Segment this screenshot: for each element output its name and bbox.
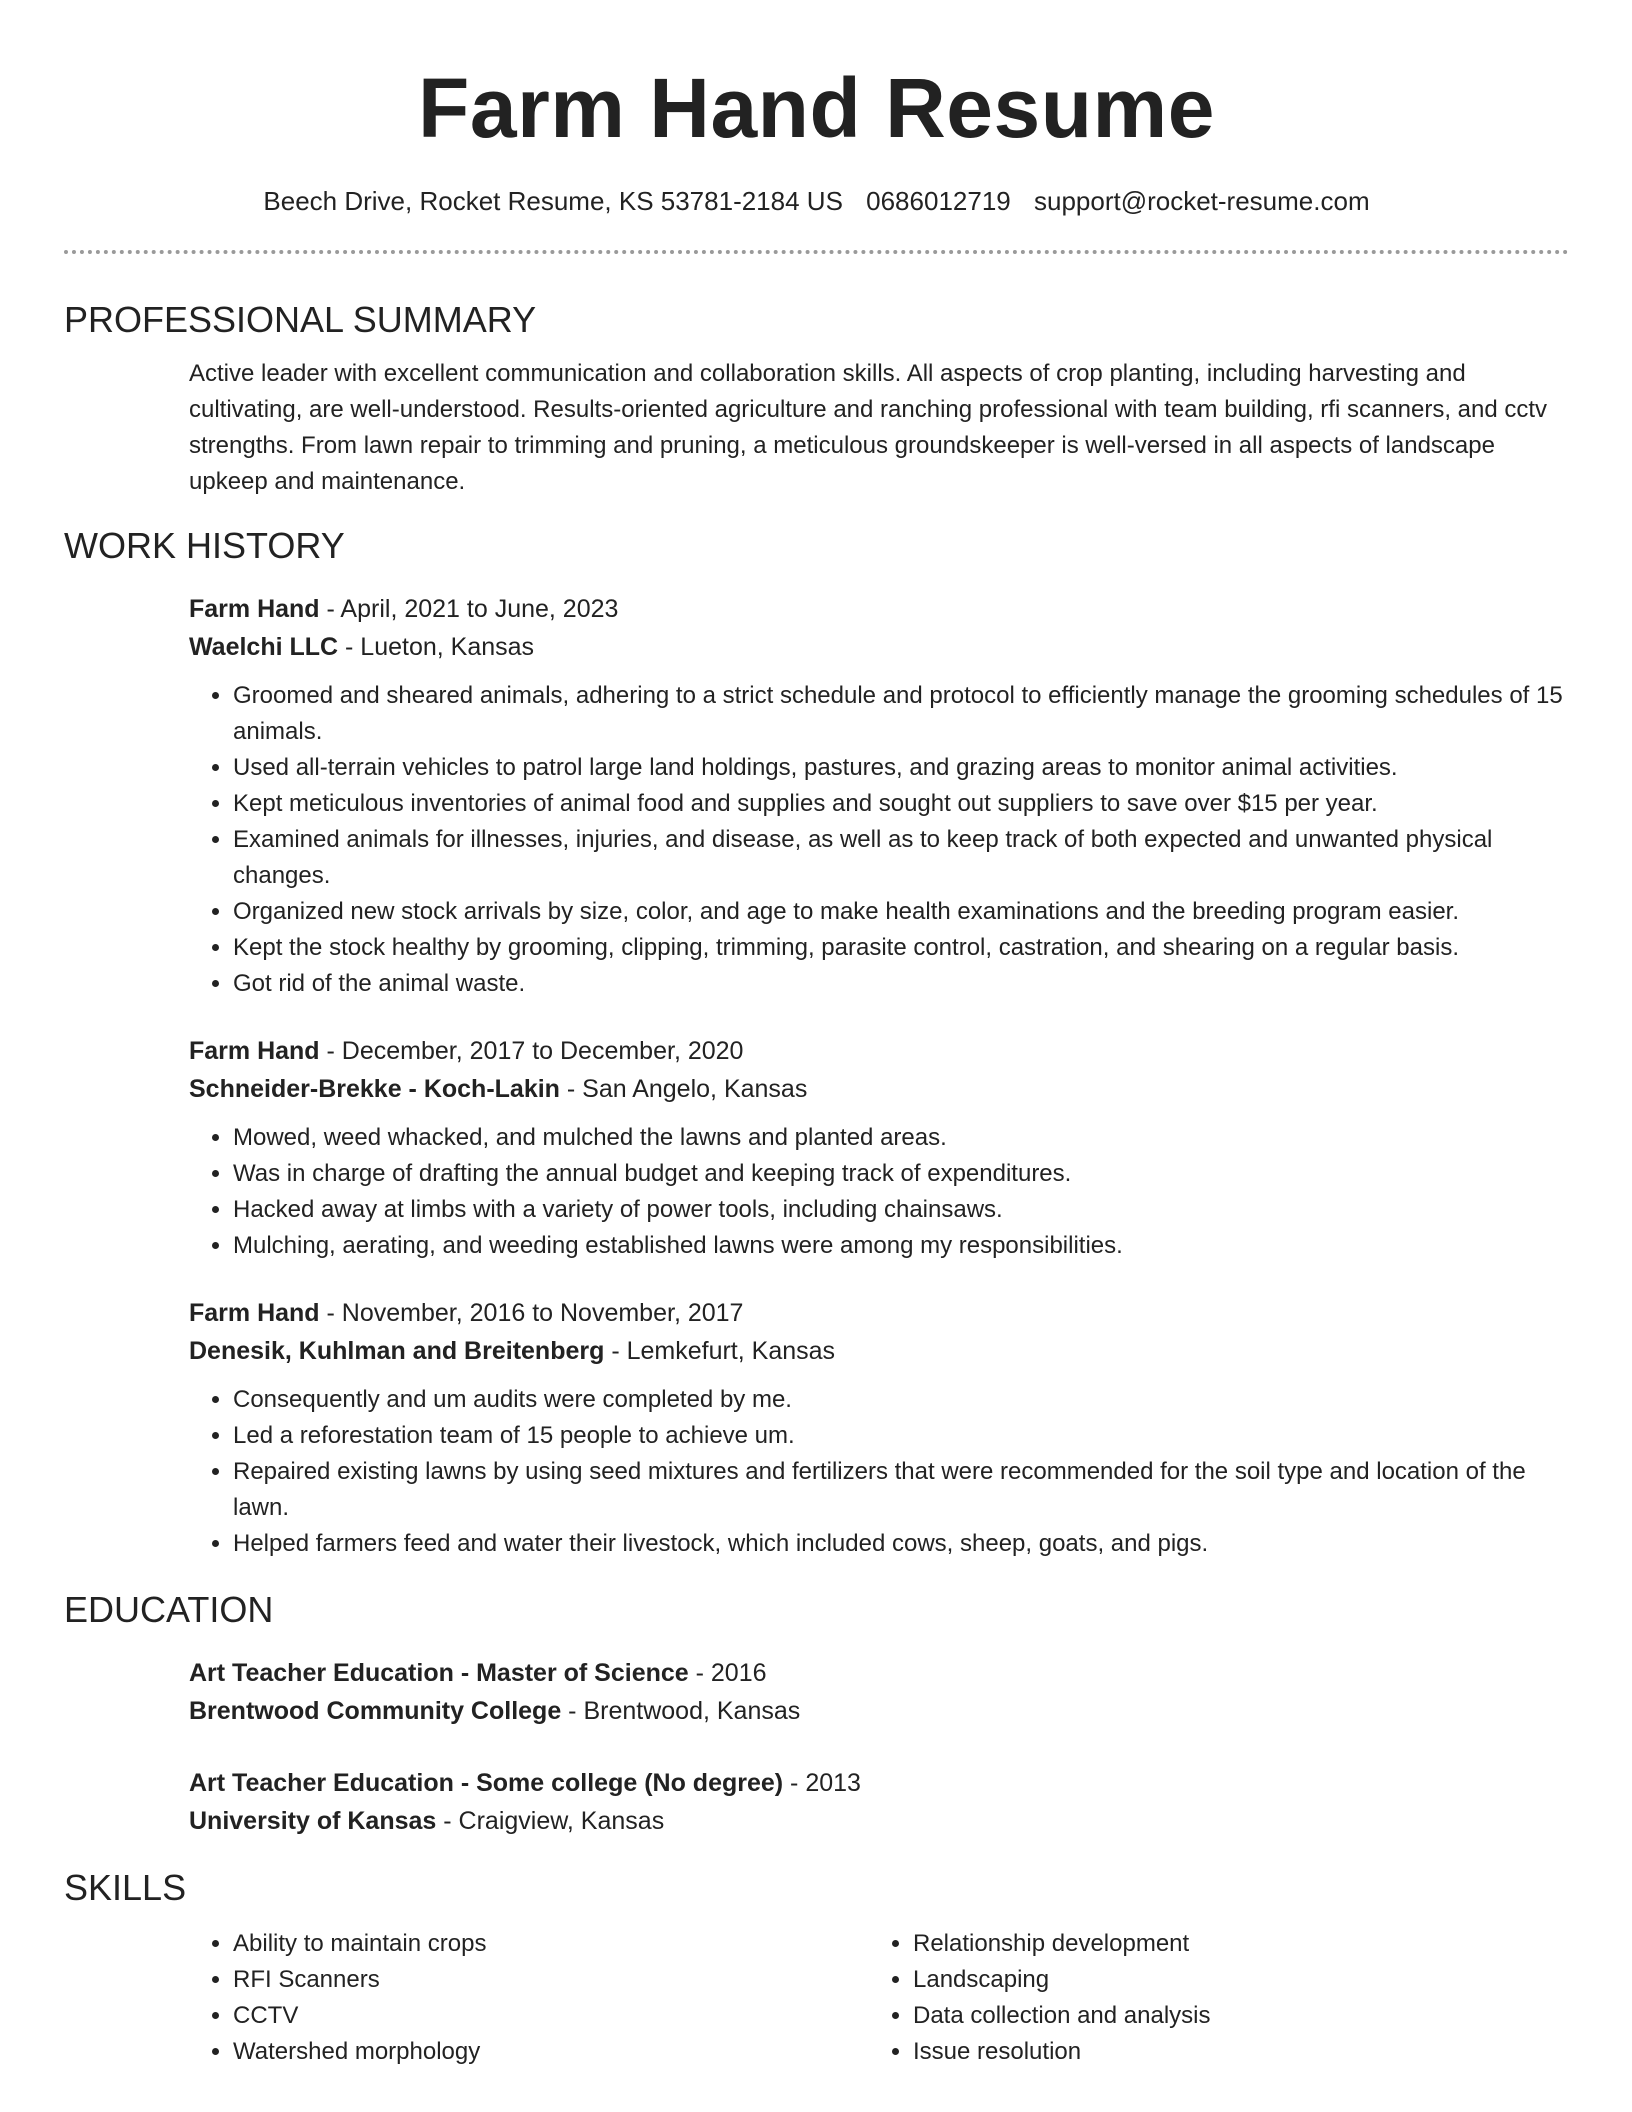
job-bullet: • Examined animals for illnesses, injuries, and disease, as well as to keep track of both expected and unwanted physical changes. — [233, 822, 1569, 894]
job-company-line — [189, 1332, 1569, 1370]
resume-title: Farm Hand Resume — [418, 61, 1215, 155]
skill-item: • Issue resolution — [913, 2034, 1549, 2070]
education-degree: Art Teacher Education - Some college (No degree) — [189, 1769, 784, 1797]
job-company-line — [189, 628, 1569, 666]
job-bullet: • Mowed, weed whacked, and mulched the lawns and planted areas. — [233, 1120, 1569, 1156]
skill-item: • CCTV — [233, 1998, 869, 2034]
job-location: - Lueton, Kansas — [338, 633, 535, 661]
job-bullet: • Hacked away at limbs with a variety of power tools, including chainsaws. — [233, 1192, 1569, 1228]
summary-heading: PROFESSIONAL SUMMARY — [64, 299, 537, 340]
header-divider — [64, 250, 1569, 254]
job-bullet: • Kept meticulous inventories of animal food and supplies and sought out suppliers to save over $15 per year. — [233, 786, 1569, 822]
education-entry — [189, 1764, 1569, 1840]
skill-item: • Data collection and analysis — [913, 1998, 1549, 2034]
education-school: University of Kansas — [189, 1807, 437, 1835]
education-year: - 2013 — [783, 1769, 861, 1797]
skills-heading: SKILLS — [64, 1867, 187, 1908]
job-title: Farm Hand — [189, 1299, 320, 1327]
contact-line — [64, 184, 1569, 218]
skills-column-left — [189, 1926, 869, 2070]
job-company: Denesik, Kuhlman and Breitenberg — [189, 1337, 605, 1365]
education-location: - Craigview, Kansas — [436, 1807, 665, 1835]
job-dates: - April, 2021 to June, 2023 — [319, 595, 619, 623]
job-company: Schneider-Brekke - Koch-Lakin — [189, 1075, 560, 1103]
job-location: - San Angelo, Kansas — [559, 1075, 808, 1103]
skill-item: • Watershed morphology — [233, 2034, 869, 2070]
resume-page — [64, 0, 1569, 2070]
education-entry — [189, 1654, 1569, 1730]
contact-phone: 0686012719 — [866, 186, 1011, 216]
job-company-line — [189, 1070, 1569, 1108]
skill-item: • Ability to maintain crops — [233, 1926, 869, 1962]
job-title: Farm Hand — [189, 595, 320, 623]
job-bullet: • Repaired existing lawns by using seed mixtures and fertilizers that were recommended for the soil type and location of the lawn. — [233, 1454, 1569, 1526]
job-bullet: • Mulching, aerating, and weeding established lawns were among my responsibilities. — [233, 1228, 1569, 1264]
job-company: Waelchi LLC — [189, 633, 339, 661]
job-dates: - November, 2016 to November, 2017 — [319, 1299, 744, 1327]
education-degree: Art Teacher Education - Master of Science — [189, 1659, 689, 1687]
skill-item: • RFI Scanners — [233, 1962, 869, 1998]
job-bullet: • Kept the stock healthy by grooming, clipping, trimming, parasite control, castration, and shearing on a regular basis. — [233, 930, 1569, 966]
education-school: Brentwood Community College — [189, 1697, 562, 1725]
job-bullet: • Led a reforestation team of 15 people to achieve um. — [233, 1418, 1569, 1454]
summary-text: Active leader with excellent communication and collaboration skills. All aspects of crop planting, including harvesting and cultivating, are well-understood. Results-oriented agriculture and ranching professional with team building, rfi scanners, and cctv strengths. From lawn repair to trimming and pruning, a meticulous groundskeeper is well-versed in all aspects of landscape upkeep and maintenance. — [189, 360, 1548, 495]
job-title: Farm Hand — [189, 1037, 320, 1065]
contact-address: Beech Drive, Rocket Resume, KS 53781-2184 US — [263, 186, 843, 216]
job-title-line — [189, 1032, 1569, 1070]
education-year: - 2016 — [688, 1659, 767, 1687]
skills-column-right — [869, 1926, 1549, 2070]
education-school-line — [189, 1692, 1569, 1730]
education-degree-line — [189, 1654, 1569, 1692]
education-school-line — [189, 1802, 1569, 1840]
job-bullet: • Consequently and um audits were completed by me. — [233, 1382, 1569, 1418]
job-title-line — [189, 1294, 1569, 1332]
job-bullets — [189, 678, 1569, 1002]
job-entry — [189, 1032, 1569, 1264]
job-location: - Lemkefurt, Kansas — [604, 1337, 836, 1365]
contact-email: support@rocket-resume.com — [1033, 186, 1370, 216]
job-bullets — [189, 1382, 1569, 1562]
job-dates: - December, 2017 to December, 2020 — [319, 1037, 744, 1065]
job-entry — [189, 1294, 1569, 1562]
education-location: - Brentwood, Kansas — [561, 1697, 801, 1725]
skill-item: • Relationship development — [913, 1926, 1549, 1962]
skill-item: • Landscaping — [913, 1962, 1549, 1998]
job-bullet: • Groomed and sheared animals, adhering to a strict schedule and protocol to efficiently manage the grooming schedules of 15 animals. — [233, 678, 1569, 750]
job-title-line — [189, 590, 1569, 628]
education-heading: EDUCATION — [64, 1589, 274, 1630]
education-degree-line — [189, 1764, 1569, 1802]
job-bullet: • Helped farmers feed and water their livestock, which included cows, sheep, goats, and pigs. — [233, 1526, 1569, 1562]
job-bullet: • Was in charge of drafting the annual budget and keeping track of expenditures. — [233, 1156, 1569, 1192]
skills-list — [189, 1926, 1569, 2070]
job-entry — [189, 590, 1569, 1002]
job-bullet: • Organized new stock arrivals by size, color, and age to make health examinations and the breeding program easier. — [233, 894, 1569, 930]
job-bullet: • Got rid of the animal waste. — [233, 966, 1569, 1002]
job-bullet: • Used all-terrain vehicles to patrol large land holdings, pastures, and grazing areas to monitor animal activities. — [233, 750, 1569, 786]
work-history-heading: WORK HISTORY — [64, 525, 345, 566]
job-bullets — [189, 1120, 1569, 1264]
